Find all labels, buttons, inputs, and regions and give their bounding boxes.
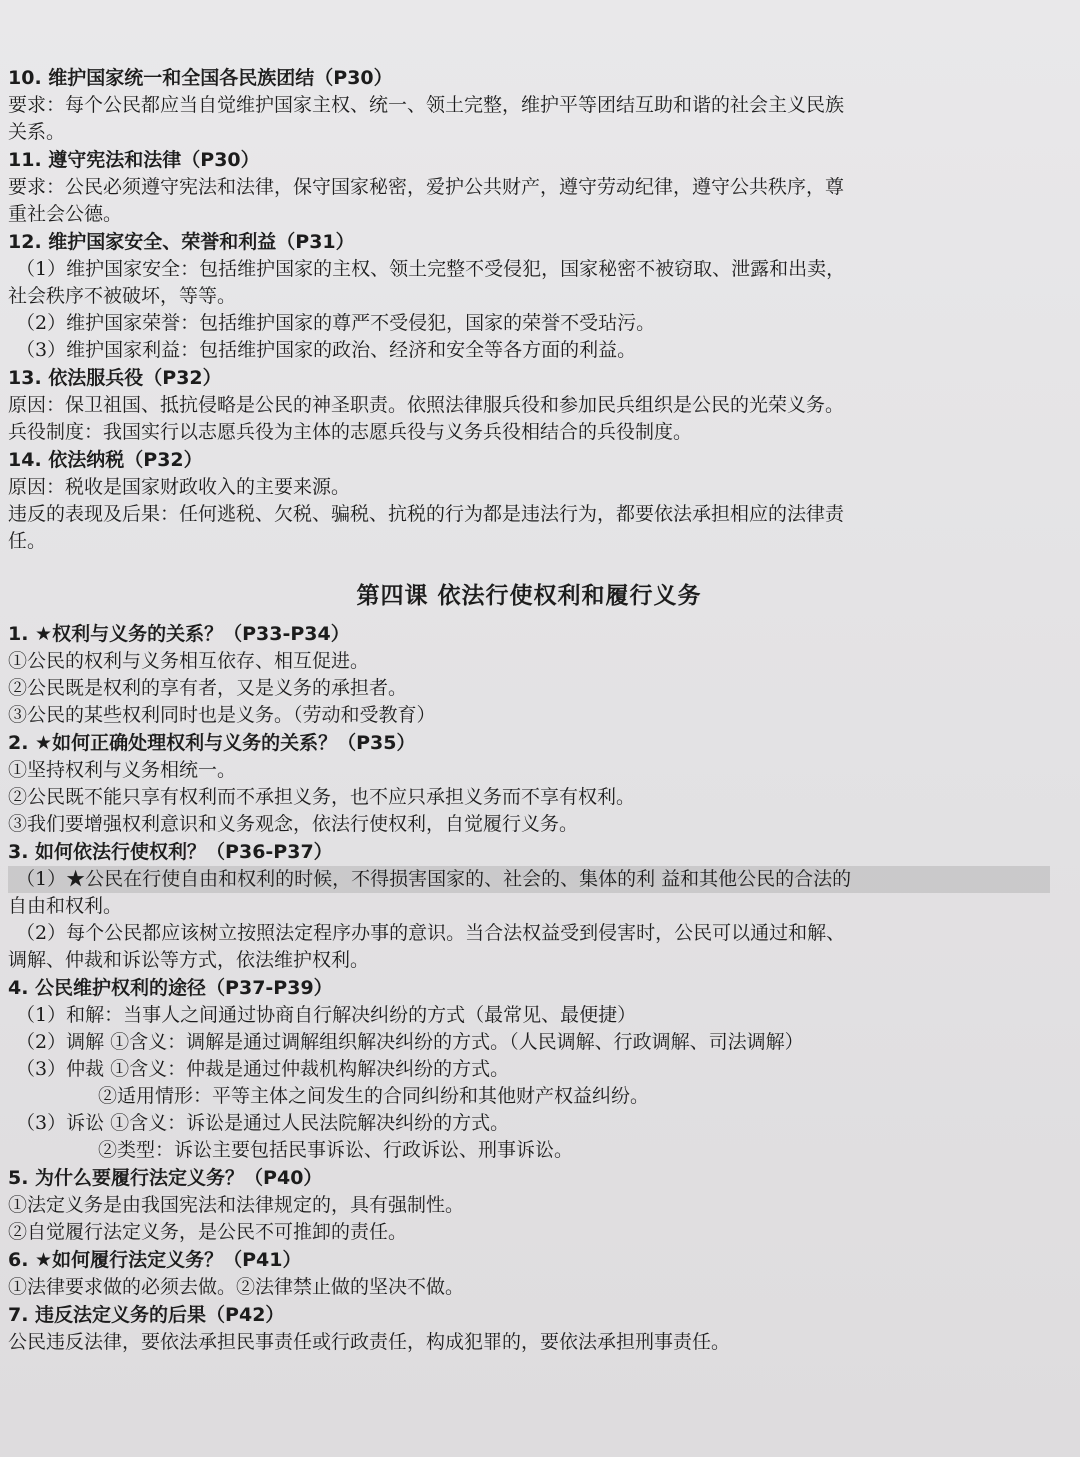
body-line: 原因：保卫祖国、抵抗侵略是公民的神圣职责。依照法律服兵役和参加民兵组织是公民的光荣义务。: [8, 394, 845, 416]
section-heading: 10. 维护国家统一和全国各民族团结（P30）: [8, 67, 393, 89]
body-line: ①公民的权利与义务相互依存、相互促进。: [8, 650, 370, 672]
section-heading: 3. 如何依法行使权利？（P36-P37）: [8, 841, 333, 863]
body-line: 任。: [8, 530, 47, 552]
section-14: [8, 446, 1050, 555]
body-line: 兵役制度：我国实行以志愿兵役为主体的志愿兵役与义务兵役相结合的兵役制度。: [8, 421, 693, 443]
question-3: [8, 838, 1050, 974]
body-line: ②自觉履行法定义务，是公民不可推卸的责任。: [8, 1221, 408, 1243]
body-line: ①法定义务是由我国宪法和法律规定的，具有强制性。: [8, 1194, 465, 1216]
body-line: ②适用情形：平等主体之间发生的合同纠纷和其他财产权益纠纷。: [98, 1085, 650, 1107]
body-line: （2）调解 ①含义：调解是通过调解组织解决纠纷的方式。（人民调解、行政调解、司法调解）: [16, 1031, 804, 1053]
section-10: [8, 64, 1050, 146]
question-2: [8, 729, 1050, 838]
body-line: 要求：每个公民都应当自觉维护国家主权、统一、领土完整，维护平等团结互助和谐的社会主义民族: [8, 94, 845, 116]
body-line: （1）★公民在行使自由和权利的时候，不得损害国家的、社会的、集体的利 益和其他公民的合法的: [8, 866, 1050, 893]
body-line: ②公民既是权利的享有者，又是义务的承担者。: [8, 677, 408, 699]
body-line: ②类型：诉讼主要包括民事诉讼、行政诉讼、刑事诉讼。: [98, 1139, 574, 1161]
body-line: （2）每个公民都应该树立按照法定程序办事的意识。当合法权益受到侵害时，公民可以通过和解、: [16, 922, 846, 944]
body-line: ③公民的某些权利同时也是义务。（劳动和受教育）: [8, 704, 436, 726]
section-heading: 4. 公民维护权利的途径（P37-P39）: [8, 977, 333, 999]
body-line: 要求：公民必须遵守宪法和法律，保守国家秘密，爱护公共财产，遵守劳动纪律，遵守公共秩序，尊: [8, 176, 845, 198]
section-heading: 2. ★如何正确处理权利与义务的关系？（P35）: [8, 732, 416, 754]
body-line: （3）维护国家利益：包括维护国家的政治、经济和安全等各方面的利益。: [16, 339, 637, 361]
section-heading: 5. 为什么要履行法定义务？（P40）: [8, 1167, 323, 1189]
body-line: （2）维护国家荣誉：包括维护国家的尊严不受侵犯，国家的荣誉不受玷污。: [16, 312, 656, 334]
body-line: 重社会公德。: [8, 203, 123, 225]
body-line: （1）和解：当事人之间通过协商自行解决纠纷的方式（最常见、最便捷）: [16, 1004, 637, 1026]
body-line: ①法律要求做的必须去做。②法律禁止做的坚决不做。: [8, 1276, 465, 1298]
lesson-title: 第四课 依法行使权利和履行义务: [356, 583, 702, 609]
question-1: [8, 620, 1050, 729]
section-12: [8, 228, 1050, 364]
section-heading: 13. 依法服兵役（P32）: [8, 367, 222, 389]
body-line: 关系。: [8, 121, 66, 143]
body-line: 公民违反法律，要依法承担民事责任或行政责任，构成犯罪的，要依法承担刑事责任。: [8, 1331, 731, 1353]
body-line: 违反的表现及后果：任何逃税、欠税、骗税、抗税的行为都是违法行为，都要依法承担相应的法律责: [8, 503, 845, 525]
question-5: [8, 1164, 1050, 1246]
section-heading: 6. ★如何履行法定义务？（P41）: [8, 1249, 302, 1271]
section-heading: 11. 遵守宪法和法律（P30）: [8, 149, 260, 171]
section-13: [8, 364, 1050, 446]
body-line: 社会秩序不被破坏，等等。: [8, 285, 237, 307]
section-11: [8, 146, 1050, 228]
body-line: 原因：税收是国家财政收入的主要来源。: [8, 476, 351, 498]
body-line: （3）诉讼 ①含义：诉讼是通过人民法院解决纠纷的方式。: [16, 1112, 510, 1134]
body-line: （1）维护国家安全：包括维护国家的主权、领土完整不受侵犯，国家秘密不被窃取、泄露和出卖，: [16, 258, 846, 280]
question-7: [8, 1301, 1050, 1356]
section-heading: 7. 违反法定义务的后果（P42）: [8, 1304, 285, 1326]
section-heading: 12. 维护国家安全、荣誉和利益（P31）: [8, 231, 355, 253]
body-line: （3）仲裁 ①含义：仲裁是通过仲裁机构解决纠纷的方式。: [16, 1058, 510, 1080]
body-line: 自由和权利。: [8, 895, 123, 917]
question-6: [8, 1246, 1050, 1301]
question-4: [8, 974, 1050, 1164]
body-line: ①坚持权利与义务相统一。: [8, 759, 237, 781]
body-line: ③我们要增强权利意识和义务观念，依法行使权利，自觉履行义务。: [8, 813, 579, 835]
section-heading: 1. ★权利与义务的关系？（P33-P34）: [8, 623, 350, 645]
body-line: 调解、仲裁和诉讼等方式，依法维护权利。: [8, 949, 370, 971]
body-line: ②公民既不能只享有权利而不承担义务，也不应只承担义务而不享有权利。: [8, 786, 636, 808]
section-heading: 14. 依法纳税（P32）: [8, 449, 203, 471]
